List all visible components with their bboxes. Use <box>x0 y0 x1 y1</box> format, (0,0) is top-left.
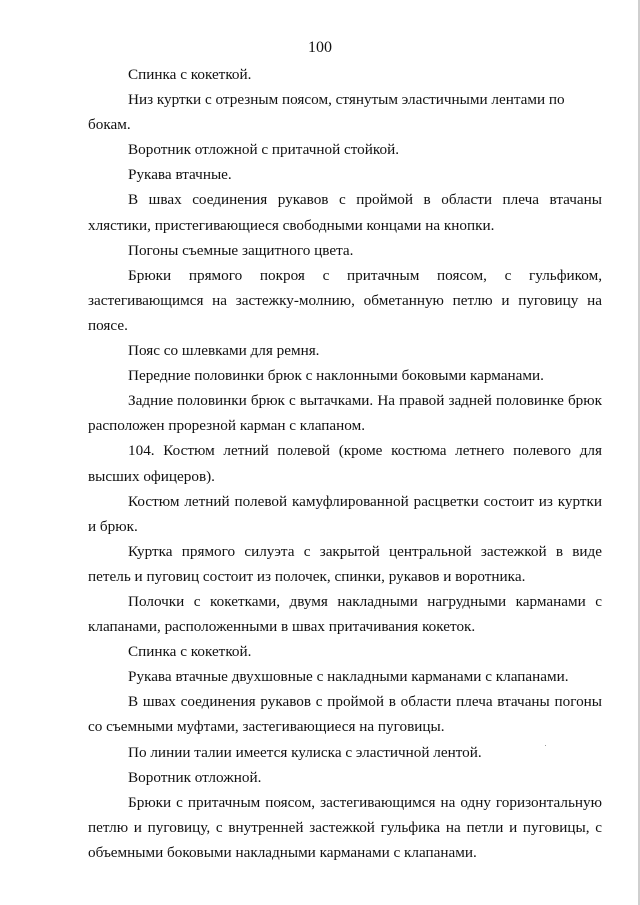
paragraph: Воротник отложной с притачной стойкой. <box>128 141 400 159</box>
section-heading-paragraph: 104. Костюм летний полевой (кроме костюма летнего полевого для высших офицеров). <box>88 442 602 485</box>
paragraph: Костюм летний полевой камуфлированной расцветки состоит из куртки и брюк. <box>88 492 602 535</box>
paragraph: Полочки с кокетками, двумя накладными нагрудными карманами с клапанами, расположенными в швах притачивания кокеток. <box>88 592 602 636</box>
paragraph: Спинка с кокеткой. <box>128 66 252 83</box>
paragraph: В швах соединения рукавов с проймой в области плеча втачаны погоны со съемными муфтами, застегивающиеся на пуговицы. <box>88 693 602 736</box>
document-body <box>88 62 602 865</box>
paragraph: Куртка прямого силуэта с закрытой центральной застежкой в виде петель и пуговиц состоит из полочек, спинки, рукавов и воротника. <box>88 542 602 585</box>
scan-speck <box>545 745 546 746</box>
paragraph: Воротник отложной. <box>128 768 262 786</box>
paragraph: Брюки прямого покроя с притачным поясом, с гульфиком, застегивающимся на застежку-молнию, обметанную петлю и пуговицу на поясе. <box>88 266 602 334</box>
paragraph: Спинка с кокеткой. <box>128 643 252 661</box>
paragraph: Передние половинки брюк с наклонными боковыми карманами. <box>128 367 544 385</box>
paragraph: Низ куртки с отрезным поясом, стянутым эластичными лентами по бокам. <box>88 91 565 134</box>
paragraph: Брюки с притачным поясом, застегивающимся на одну горизонтальную петлю и пуговицу, с внутренней застежкой гульфика на петли и пуговицы, с объемными боковыми накладными карманами с клапанами. <box>88 793 602 861</box>
paragraph: В швах соединения рукавов с проймой в области плеча втачаны хлястики, пристегивающиеся свободными концами на кнопки. <box>88 191 602 234</box>
paragraph: Рукава втачные двухшовные с накладными карманами с клапанами. <box>128 668 569 686</box>
paragraph: Задние половинки брюк с вытачками. На правой задней половинке брюк расположен прорезной карман с клапаном. <box>88 392 602 435</box>
paragraph: Пояс со шлевками для ремня. <box>128 342 320 360</box>
paragraph: Погоны съемные защитного цвета. <box>128 241 354 259</box>
paragraph: Рукава втачные. <box>128 166 232 184</box>
paragraph: По линии талии имеется кулиска с эластичной лентой. <box>128 743 482 761</box>
page-number: 100 <box>308 39 332 56</box>
